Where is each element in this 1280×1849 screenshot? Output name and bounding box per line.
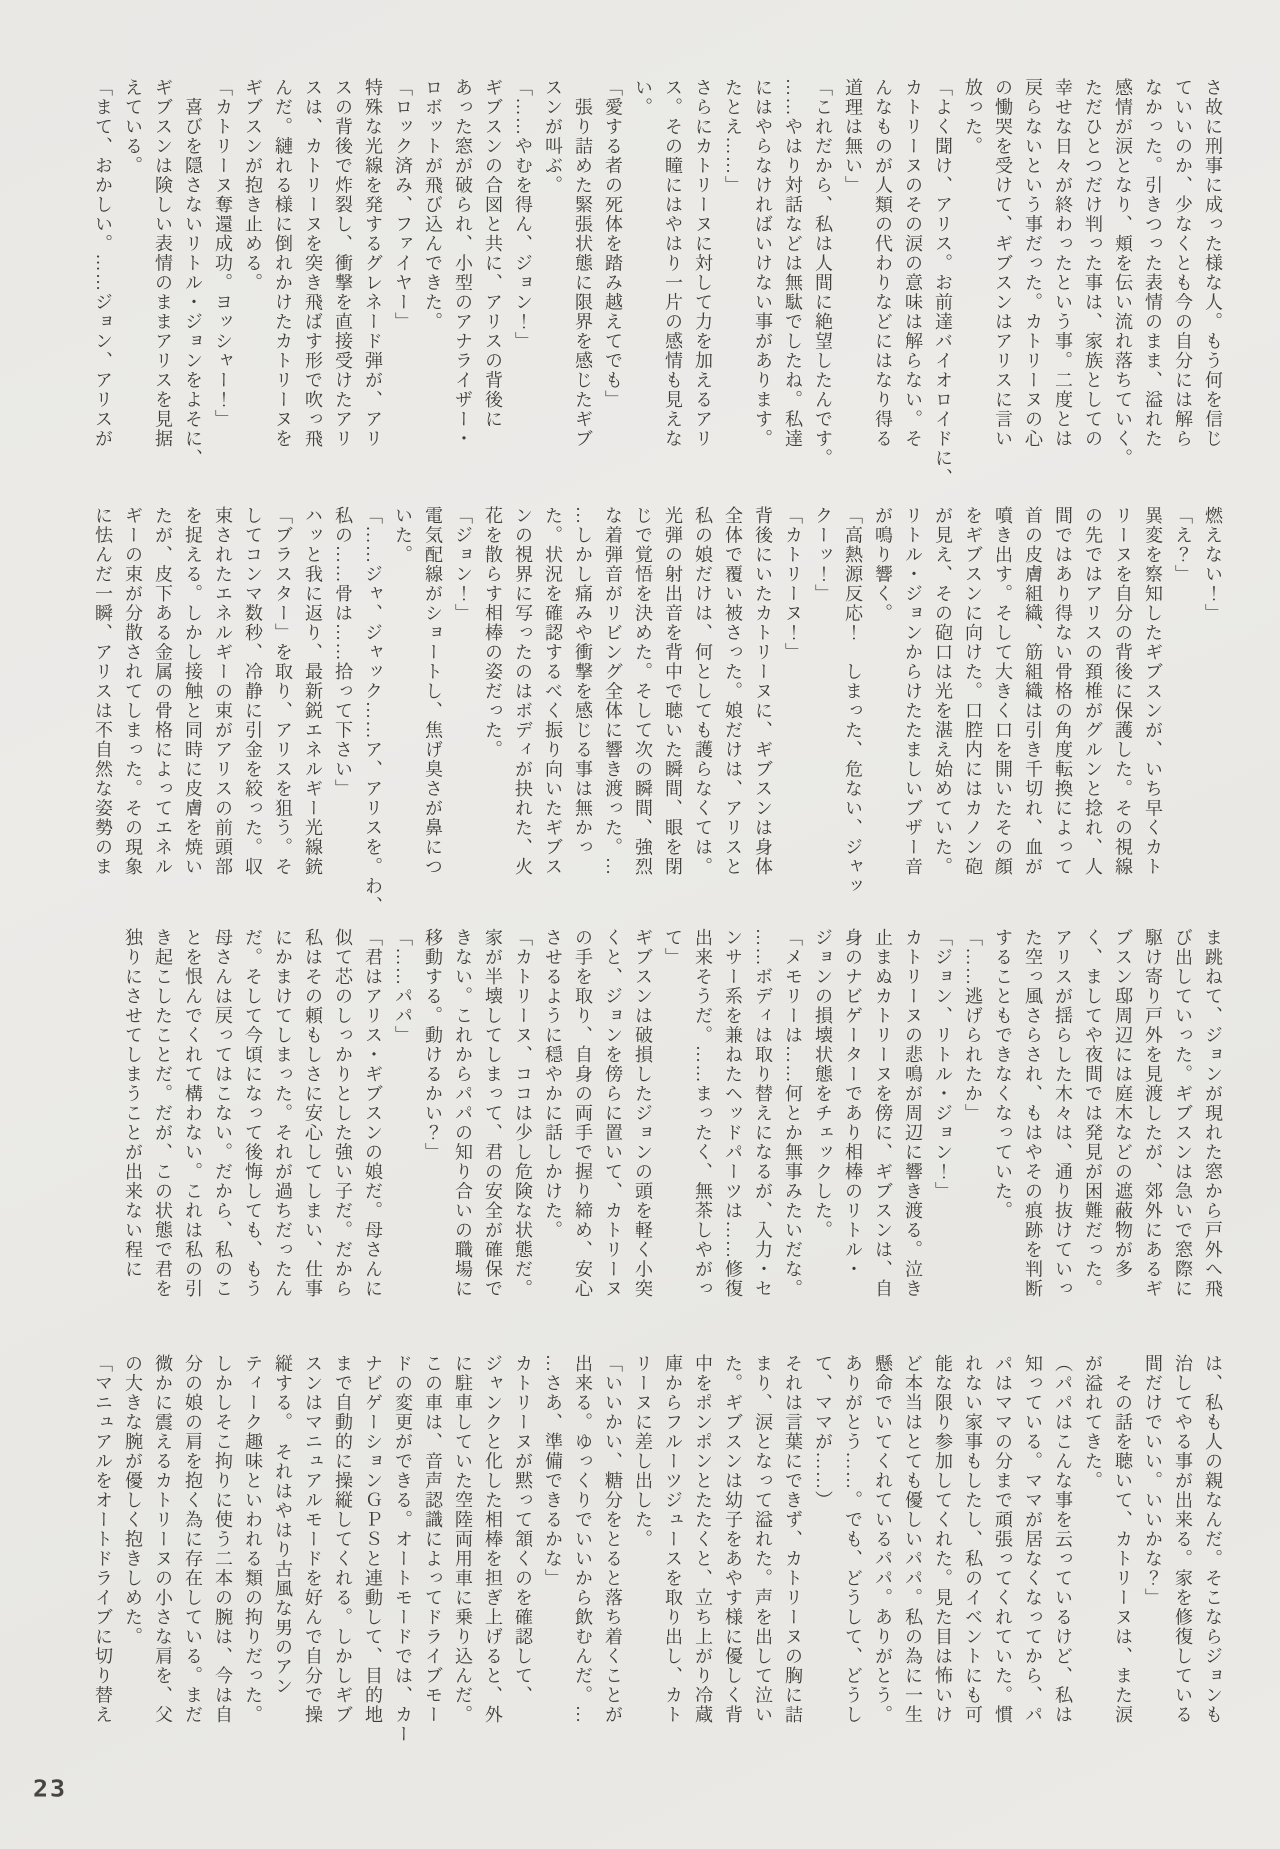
- text-column: 庫からフルーツジュースを取り出し、カト: [663, 1354, 683, 1725]
- text-column: に駐車していた空陸両用車に乗り込んだ。: [453, 1354, 473, 1725]
- text-column: クーッ！」: [813, 506, 833, 604]
- text-column: しかしそこ拘りに使う二本の腕は、今は自: [213, 1354, 233, 1725]
- text-column: た。状況を確認するべく振り向いたギブス: [543, 506, 563, 877]
- text-column: アリスが揺らした木々は、通り抜けていっ: [1053, 928, 1073, 1299]
- text-column: が鳴り響く。: [873, 506, 893, 623]
- text-column: んだ。縺れる様に倒れかけたカトリーヌを: [273, 78, 293, 449]
- text-column: 「高熱源反応！ しまった、危ない、ジャッ: [843, 506, 863, 896]
- text-column: て、ママが……）: [813, 1354, 833, 1510]
- text-column: 燃えない！」: [1203, 506, 1223, 623]
- text-column: ……ボディは取り替えになるが、入力・セ: [753, 928, 773, 1299]
- text-column: ギブスンの合図と共に、アリスの背後に: [483, 78, 503, 429]
- text-column: 間ではあり得ない骨格の角度転換によって: [1053, 506, 1073, 877]
- text-column: 「ジョン！」: [453, 506, 473, 623]
- text-column: 「……やむを得ん、ジョン！」: [513, 78, 533, 351]
- text-column: 能な限り参加してくれた。見た目は怖いけ: [933, 1354, 953, 1725]
- text-column: まり、涙となって溢れた。声を出して泣い: [753, 1354, 773, 1725]
- text-column: ナビゲーションＧＰＳと連動して、目的地: [363, 1354, 383, 1725]
- text-column: さ故に刑事に成った様な人。もう何を信じ: [1203, 78, 1223, 449]
- text-column: 「マニュアルをオートドライブに切り替え: [93, 1354, 113, 1725]
- text-column: 出来そうだ。……まったく、無茶しやがっ: [693, 928, 713, 1299]
- text-column: 「カトリーヌ！」: [783, 506, 803, 662]
- text-column: たが、皮下ある金属の骨格によってエネル: [153, 506, 173, 877]
- text-column: あった窓が破られ、小型のアナライザー・: [453, 78, 473, 449]
- text-column: えている。: [123, 78, 143, 176]
- text-column: 間だけでいい。いいかな？」: [1143, 1354, 1163, 1608]
- text-column: た空っ風さらされ、もはやその痕跡を判断: [1023, 928, 1043, 1299]
- text-column: たとえ……」: [723, 78, 743, 195]
- text-column: にかまけてしまった。それが過ちだったん: [273, 928, 293, 1299]
- text-column: て」: [663, 928, 683, 967]
- text-column: させるように穏やかに話しかけた。: [543, 928, 563, 1240]
- text-column: それは言葉にできず、カトリーヌの胸に詰: [783, 1354, 803, 1725]
- text-column: リーヌに差し出した。: [633, 1354, 653, 1549]
- text-column: ギブスンは険しい表情のままアリスを見据: [153, 78, 173, 449]
- text-column: 「いいかい、糖分をとると落ち着くことが: [603, 1354, 623, 1725]
- text-column: 縦する。 それはやはり古風な男のアン: [273, 1354, 293, 1696]
- text-column: ていいのか、少なくとも今の自分には解ら: [1173, 78, 1193, 449]
- text-column: 特殊な光線を発するグレネード弾が、アリ: [363, 78, 383, 449]
- text-column: 幸せな日々が終わったという事。二度とは: [1053, 78, 1073, 449]
- text-column: に怯んだ一瞬、アリスは不自然な姿勢のま: [93, 506, 113, 877]
- text-column: の先ではアリスの頚椎がグルンと捻れ、人: [1083, 506, 1103, 877]
- text-column: ありがとう……。でも、どうして、どうし: [843, 1354, 863, 1725]
- text-column: 私の娘だけは、何としても護らなくては。: [693, 506, 713, 877]
- text-band-4: [88, 1354, 1228, 1766]
- text-column: 微かに震えるカトリーヌの小さな肩を、父: [153, 1354, 173, 1725]
- text-column: んなものが人類の代わりなどにはなり得る: [873, 78, 893, 449]
- text-column: 「メモリーは……何とか無事みたいだな。: [783, 928, 803, 1299]
- text-column: ス。その瞳にはやはり一片の感情も見えな: [663, 78, 683, 449]
- text-column: 感情が涙となり、頬を伝い流れ落ちていく。: [1113, 78, 1133, 468]
- text-column: きない。これからパパの知り合いの職場に: [453, 928, 473, 1299]
- text-column: 私の……骨は……拾って下さい」: [333, 506, 353, 799]
- text-column: 首の皮膚組織、筋組織は引き千切れ、血が: [1023, 506, 1043, 877]
- text-column: 張り詰めた緊張状態に限界を感じたギブ: [573, 78, 593, 449]
- text-column: パはママの分まで頑張ってくれていた。慣: [993, 1354, 1013, 1725]
- text-column: 喜びを隠さないリトル・ジョンをよそに、: [183, 78, 203, 468]
- text-column: いた。: [393, 506, 413, 565]
- text-column: リーヌを自分の背後に保護した。その視線: [1113, 506, 1133, 877]
- text-column: 「え？」: [1173, 506, 1193, 584]
- text-column: スは、カトリーヌを突き飛ばす形で吹っ飛: [303, 78, 323, 449]
- text-column: ンの視界に写ったのはボディが抉れた、火: [513, 506, 533, 877]
- text-column: は、私も人の親なんだ。そこならジョンも: [1203, 1354, 1223, 1725]
- text-column: び出していった。ギブスンは急いで窓際に: [1173, 928, 1193, 1299]
- text-column: 「ブラスター」を取り、アリスを狙う。そ: [273, 506, 293, 877]
- text-column: カトリーヌが黙って頷くのを確認して、: [513, 1354, 533, 1705]
- text-column: ンサー系を兼ねたヘッドパーツは……修復: [723, 928, 743, 1299]
- text-column: 出来る。ゆっくりでいいから飲むんだ。…: [573, 1354, 593, 1725]
- text-column: スンはマニュアルモードを好んで自分で操: [303, 1354, 323, 1725]
- text-column: 治してやる事が出来る。家を修復している: [1173, 1354, 1193, 1725]
- text-column: くと、ジョンを傍らに置いて、カトリーヌ: [603, 928, 623, 1299]
- text-column: 「カトリーヌ奪還成功。ヨッシャー！」: [213, 78, 233, 429]
- text-band-2: [88, 506, 1228, 918]
- text-column: ジャンクと化した相棒を担ぎ上げると、外: [483, 1354, 503, 1725]
- text-column: く、ましてや夜間では発見が困難だった。: [1083, 928, 1103, 1299]
- text-column: リトル・ジョンからけたたましいブザー音: [903, 506, 923, 877]
- text-column: してコンマ数秒、冷静に引金を絞った。収: [243, 506, 263, 877]
- text-column: 止まぬカトリーヌを傍に、ギブスンは、自: [873, 928, 893, 1299]
- text-column: 「ジョン、リトル・ジョン！」: [933, 928, 953, 1201]
- text-column: カトリーヌの悲鳴が周辺に響き渡る。泣き: [903, 928, 923, 1299]
- text-column: この車は、音声認識によってドライブモー: [423, 1354, 443, 1725]
- text-column: ギブスンが抱き止める。: [243, 78, 263, 293]
- text-column: 独りにさせてしまうことが出来ない程に: [123, 928, 143, 1279]
- text-column: の大きな腕が優しく抱きしめた。: [123, 1354, 143, 1647]
- text-column: ど本当はとても優しいパパ。私の為に一生: [903, 1354, 923, 1725]
- text-column: まで自動的に操縦してくれる。しかしギブ: [333, 1354, 353, 1725]
- text-column: ギブスンは破損したジョンの頭を軽く小突: [633, 928, 653, 1299]
- text-column: を捉える。しかし接触と同時に皮膚を焼い: [183, 506, 203, 877]
- text-column: ブスン邸周辺には庭木などの遮蔽物が多: [1113, 928, 1133, 1279]
- text-column: ただひとつだけ判った事は、家族としての: [1083, 78, 1103, 449]
- text-column: 噴き出す。そして大きく口を開いたその顔: [993, 506, 1013, 877]
- text-column: な着弾音がリビング全体に響き渡った。…: [603, 506, 623, 877]
- text-column: 懸命でいてくれているパパ。ありがとう。: [873, 1354, 893, 1725]
- text-column: 私はその頼もしさに安心してしまい、仕事: [303, 928, 323, 1299]
- text-column: 家が半壊してしまって、君の安全が確保で: [483, 928, 503, 1299]
- text-column: 「まて、おかしい。……ジョン、アリスが: [93, 78, 113, 449]
- text-column: じで覚悟を決めた。そして次の瞬間、強烈: [633, 506, 653, 877]
- text-column: をギブスンに向けた。口腔内にはカノン砲: [963, 506, 983, 877]
- text-column: （パパはこんな事を云っているけど、私は: [1053, 1354, 1073, 1725]
- text-column: …しかし痛みや衝撃を感じる事は無かっ: [573, 506, 593, 857]
- text-column: 花を散らす相棒の姿だった。: [483, 506, 503, 760]
- text-column: だ。そして今頃になって後悔しても、もう: [243, 928, 263, 1299]
- text-band-3: [118, 928, 1228, 1340]
- text-column: 中をポンポンとたたくと、立ち上がり冷蔵: [693, 1354, 713, 1725]
- text-column: が溢れてきた。: [1083, 1354, 1103, 1491]
- text-column: 似て芯のしっかりとした強い子だ。だから: [333, 928, 353, 1299]
- text-column: ギーの束が分散されてしまった。その現象: [123, 506, 143, 877]
- text-column: なかった。引きつった表情のまま、溢れた: [1143, 78, 1163, 449]
- text-column: の手を取り、自身の両手で握り締め、安心: [573, 928, 593, 1299]
- text-column: い。: [633, 78, 653, 117]
- text-column: 放った。: [963, 78, 983, 156]
- text-column: 光弾の射出音を背中で聴いた瞬間、眼を閉: [663, 506, 683, 877]
- text-column: 駆け寄り戸外を見渡したが、郊外にあるギ: [1143, 928, 1163, 1299]
- text-column: 異変を察知したギブスンが、いち早くカト: [1143, 506, 1163, 877]
- text-column: 「……逃げられたか」: [963, 928, 983, 1123]
- text-column: 電気配線がショートし、焦げ臭さが鼻につ: [423, 506, 443, 877]
- text-column: …さあ、準備できるかな」: [543, 1354, 563, 1588]
- text-column: 「……ジャ、ジャック……ア、アリスを。わ、: [363, 506, 383, 916]
- text-column: 「カトリーヌ、ココは少し危険な状態だ。: [513, 928, 533, 1299]
- text-column: カトリーヌのその涙の意味は解らない。そ: [903, 78, 923, 449]
- text-column: 知っている。ママが居なくなってから、パ: [1023, 1354, 1043, 1725]
- text-column: た。ギブスンは幼子をあやす様に優しく背: [723, 1354, 743, 1725]
- text-column: することもできなくなっていた。: [993, 928, 1013, 1221]
- page-number: 23: [33, 1775, 68, 1802]
- text-column: ロボットが飛び込んできた。: [423, 78, 443, 332]
- text-column: 「愛する者の死体を踏み越えてでも」: [603, 78, 623, 410]
- text-column: 移動する。動けるかい？」: [423, 928, 443, 1162]
- text-column: ティーク趣味といわれる類の拘りだった。: [243, 1354, 263, 1725]
- text-column: ドの変更ができる。オートモードでは、カー: [393, 1354, 413, 1744]
- text-column: 戻らないという事だった。カトリーヌの心: [1023, 78, 1043, 449]
- text-column: れない家事もしたし、私のイベントにも可: [963, 1354, 983, 1725]
- text-column: 束されたエネルギーの束がアリスの前頭部: [213, 506, 233, 877]
- text-column: さらにカトリーヌに対して力を加えるアリ: [693, 78, 713, 449]
- text-column: 道理は無い」: [843, 78, 863, 195]
- text-column: スンが叫ぶ。: [543, 78, 563, 195]
- text-column: 身のナビゲーターであり相棒のリトル・: [843, 928, 863, 1279]
- text-column: 「よく聞け、アリス。お前達バイオロイドに、: [933, 78, 953, 488]
- text-column: にはやらなければいけない事があります。: [753, 78, 773, 449]
- text-column: 分の娘の肩を抱く為に存在している。まだ: [183, 1354, 203, 1725]
- text-column: 母さんは戻ってはこない。だから、私のこ: [213, 928, 233, 1299]
- text-column: ま跳ねて、ジョンが現れた窓から戸外へ飛: [1203, 928, 1223, 1299]
- text-column: 「ロック済み、ファイヤー」: [393, 78, 413, 332]
- text-column: 全体で覆い被さった。娘だけは、アリスと: [723, 506, 743, 877]
- text-column: スの背後で炸裂し、衝撃を直接受けたアリ: [333, 78, 353, 449]
- text-column: 「……パパ」: [393, 928, 413, 1045]
- text-column: ……やはり対話などは無駄でしたね。私達: [783, 78, 803, 449]
- text-column: 背後にいたカトリーヌに、ギブスンは身体: [753, 506, 773, 877]
- text-column: 「君はアリス・ギブスンの娘だ。母さんに: [363, 928, 383, 1299]
- text-column: とを恨んでくれて構わない。これは私の引: [183, 928, 203, 1299]
- text-column: き起こしたことだ。だが、この状態で君を: [153, 928, 173, 1299]
- text-column: 「これだから、私は人間に絶望したんです。: [813, 78, 833, 468]
- text-column: ハッと我に返り、最新鋭エネルギー光線銃: [303, 506, 323, 877]
- text-column: その話を聴いて、カトリーヌは、また涙: [1113, 1354, 1133, 1725]
- text-band-1: [88, 78, 1228, 490]
- text-column: ジョンの損壊状態をチェックした。: [813, 928, 833, 1240]
- text-column: が見え、その砲口は光を湛え始めていた。: [933, 506, 953, 877]
- text-column: の慟哭を受けて、ギブスンはアリスに言い: [993, 78, 1013, 449]
